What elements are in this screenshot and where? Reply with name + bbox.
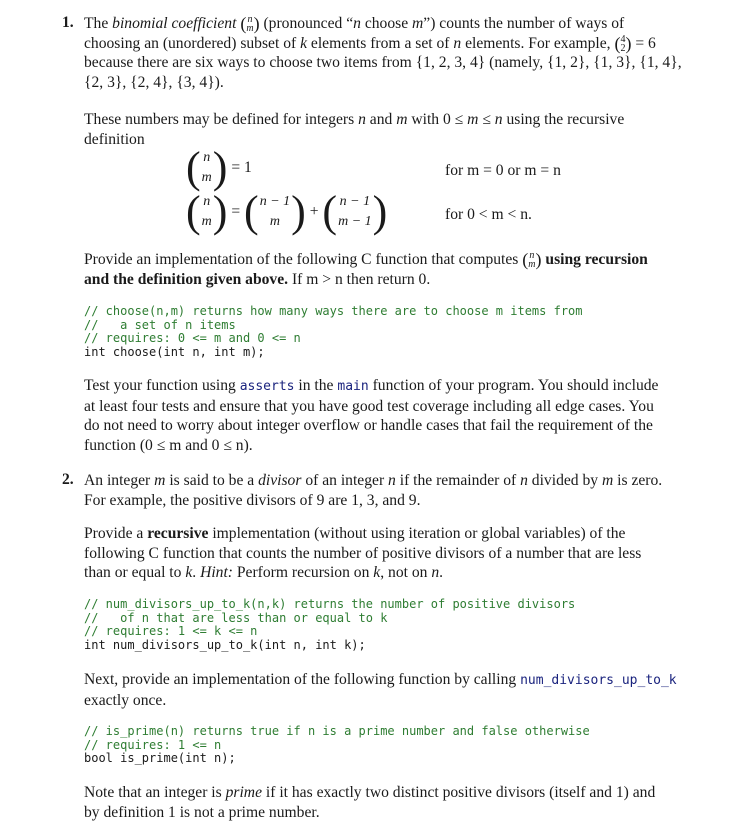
recursive-instructions: Provide a recursive implementation (without using iteration or global variables) of the following C function that counts the number of positive divisors of a number that are less than or equal to k. Hint: Perform recursion on k, not on n. [84,525,642,581]
definition-intro: These numbers may be defined for integers n and m with 0 ≤ m ≤ n using the recursive definition [84,111,625,148]
code-choose: // choose(n,m) returns how many ways there are to choose m items from // a set of n items // requires: 0 <= m and 0 <= n int choose(int n, int m); [84,304,583,359]
problem-2-number: 2. [62,471,74,488]
divisor-definition: An integer m is said to be a divisor of an integer n if the remainder of n divided by m is zero. For example, the positive divisors of 9 are 1, 3, and 9. [84,472,663,509]
equation-base-condition: for m = 0 or m = n [445,162,561,179]
binom-n-m-inline: (n m) [240,13,260,35]
binom-4-2: (4 2) [614,33,632,54]
code-is-prime: // is_prime(n) returns true if n is a prime number and false otherwise // requires: 1 <= n bool is_prime(int n); [84,724,590,765]
problem-1-number: 1. [62,14,74,31]
problem-1-intro: The binomial coefficient (n m) (pronounced “n choose m”) counts the number of ways of choosing an (unordered) subset of k elements from a set of n elements. For example, (4 2) = 6 because there are six ways to choose two items from {1, 2, 3, 4} (namely, {1, 2}, {1, 3}, {1, 4}, {2, 3}, {2, 4}, {3, 4}). [84,13,682,91]
implementation-instructions: Provide an implementation of the following C function that computes (n m) using recursion and the definition given above. If m > n then return 0. [84,249,648,288]
equation-base-case: ( n m) = 1 [186,143,252,192]
equation-recursive-condition: for 0 < m < n. [445,206,532,223]
binom-n-m-inline-2: (n m) [522,249,542,271]
equation-recursive-case: ( n m) = (n − 1 m ) + ( n − 1 m − 1) [186,187,388,236]
test-instructions: Test your function using asserts in the main function of your program. You should include at least four tests and ensure that you have good test coverage including all edge cases. You do not need to worry about integer overflow or handle cases that fail the requirement of the function (0 ≤ m and 0 ≤ n). [84,377,659,454]
prime-note: Note that an integer is prime if it has exactly two distinct positive divisors (itself and 1) and by definition 1 is not a prime number. [84,784,656,821]
next-instructions: Next, provide an implementation of the following function by calling num_divisors_up_to_k exactly once. [84,671,677,709]
code-num-divisors: // num_divisors_up_to_k(n,k) returns the number of positive divisors // of n that are less than or equal to k // requires: 1 <= k <= n int num_divisors_up_to_k(int n, int k); [84,597,576,652]
